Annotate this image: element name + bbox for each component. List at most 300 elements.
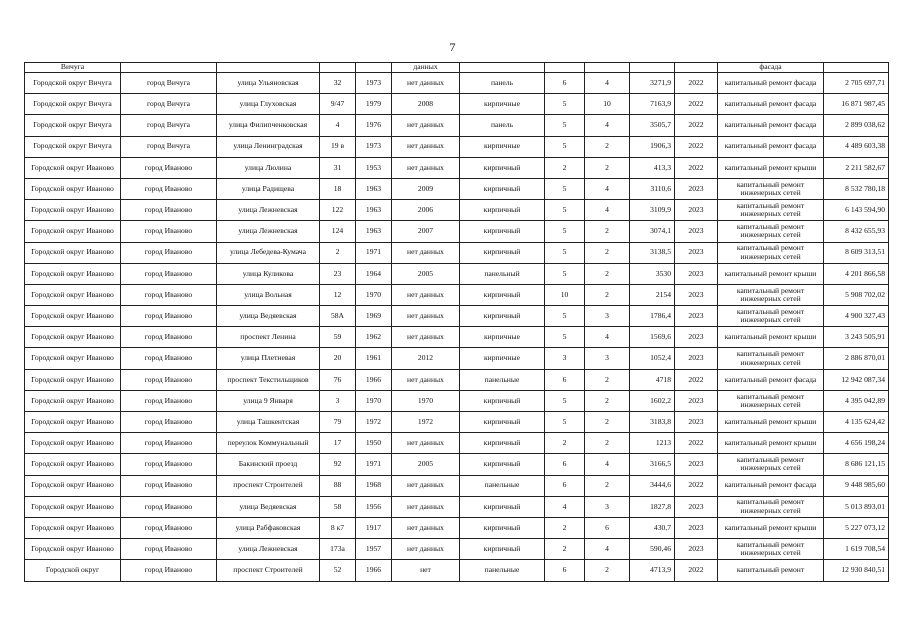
- cell-wall-material: кирпичный: [460, 284, 545, 305]
- cell-street: улица Ведяевская: [217, 496, 320, 517]
- cell-street: улица 9 Января: [217, 390, 320, 411]
- page-number: 7: [449, 40, 456, 54]
- cell-district: Городской округ Иваново: [25, 327, 121, 348]
- cell-entrances: 4: [585, 200, 630, 221]
- cell-house-number: 3: [320, 390, 356, 411]
- cell-area: 3138,5: [630, 242, 675, 263]
- table-row: [25, 348, 889, 369]
- table-row: [25, 369, 889, 390]
- cell-year-built: 1963: [356, 221, 392, 242]
- cell-locality: город Иваново: [121, 242, 217, 263]
- cell-district: Городской округ Вичуга: [25, 136, 121, 157]
- cell-plan-year: 2023: [675, 348, 718, 369]
- cell-locality: город Иваново: [121, 221, 217, 242]
- cell-street: улица Ульяновская: [217, 73, 320, 94]
- cell-area: 430,7: [630, 517, 675, 538]
- cell-floors: 5: [545, 178, 585, 199]
- cell-work-type: капитальный ремонт инженерных сетей: [718, 200, 824, 221]
- cell-floors: 5: [545, 242, 585, 263]
- cell-floors: 6: [545, 560, 585, 581]
- cell-wall-material: кирпичный: [460, 178, 545, 199]
- cell-floors: 5: [545, 200, 585, 221]
- cell-area: 413,3: [630, 157, 675, 178]
- table-row: [25, 242, 889, 263]
- cell-work-type: капитальный ремонт инженерных сетей: [718, 348, 824, 369]
- cell-wall-material: кирпичный: [460, 221, 545, 242]
- cell-locality: город Иваново: [121, 348, 217, 369]
- cell-work-type: капитальный ремонт инженерных сетей: [718, 496, 824, 517]
- cell-entrances: 3: [585, 306, 630, 327]
- cell-house-number: 2: [320, 242, 356, 263]
- cell-entrances: 2: [585, 242, 630, 263]
- cell-floors: 3: [545, 348, 585, 369]
- cell-wall-material: кирпичные: [460, 327, 545, 348]
- cell-work-type: капитальный ремонт фасада: [718, 73, 824, 94]
- cell-house-number: 32: [320, 73, 356, 94]
- cell-year-repair: 1970: [392, 390, 460, 411]
- cell-district: Городской округ Иваново: [25, 200, 121, 221]
- cell-entrances: 10: [585, 94, 630, 115]
- table-row: [25, 221, 889, 242]
- cell-house-number: 58А: [320, 306, 356, 327]
- cell-street: проспект Текстильщиков: [217, 369, 320, 390]
- cell-entrances: 4: [585, 73, 630, 94]
- cell-plan-year: 2023: [675, 284, 718, 305]
- cell-house-number: 9/47: [320, 94, 356, 115]
- cell-floors: 2: [545, 517, 585, 538]
- cell-year-repair: нет: [392, 560, 460, 581]
- cell-district: Городской округ Иваново: [25, 517, 121, 538]
- cell-plan-year: 2022: [675, 475, 718, 496]
- cell-cost: 9 448 985,60: [824, 475, 889, 496]
- cell-entrances: 2: [585, 433, 630, 454]
- cell-entrances: 2: [585, 136, 630, 157]
- cell-street: проспект Строителей: [217, 560, 320, 581]
- cell-house-number: 23: [320, 263, 356, 284]
- cell-work-type: капитальный ремонт фасада: [718, 475, 824, 496]
- cell-cost: 16 871 987,45: [824, 94, 889, 115]
- cell-year-built: 1956: [356, 496, 392, 517]
- cell-street: улица Лежневская: [217, 221, 320, 242]
- cell-year-repair: данных: [392, 63, 460, 73]
- cell-cost: 12 930 840,51: [824, 560, 889, 581]
- table-row: [25, 200, 889, 221]
- cell-work-type: капитальный ремонт инженерных сетей: [718, 284, 824, 305]
- cell-area: 3271,9: [630, 73, 675, 94]
- cell-street: улица Люлина: [217, 157, 320, 178]
- cell-floors: 6: [545, 369, 585, 390]
- cell-entrances: 2: [585, 263, 630, 284]
- cell-year-built: 1973: [356, 73, 392, 94]
- cell-plan-year: 2023: [675, 178, 718, 199]
- cell-floors: 2: [545, 157, 585, 178]
- cell-entrances: 2: [585, 475, 630, 496]
- cell-wall-material: кирпичный: [460, 157, 545, 178]
- cell-entrances: 3: [585, 348, 630, 369]
- cell-area: 3530: [630, 263, 675, 284]
- cell-wall-material: кирпичный: [460, 306, 545, 327]
- cell-wall-material: панельные: [460, 369, 545, 390]
- cell-locality: город Иваново: [121, 284, 217, 305]
- cell-wall-material: кирпичный: [460, 433, 545, 454]
- cell-area: 3505,7: [630, 115, 675, 136]
- cell-plan-year: 2022: [675, 560, 718, 581]
- cell-house-number: 173а: [320, 539, 356, 560]
- cell-district: Городской округ Иваново: [25, 390, 121, 411]
- cell-house-number: 12: [320, 284, 356, 305]
- cell-work-type: капитальный ремонт инженерных сетей: [718, 454, 824, 475]
- cell-street: улица Плетневая: [217, 348, 320, 369]
- table-row: [25, 496, 889, 517]
- cell-area: 1213: [630, 433, 675, 454]
- table-row: [25, 306, 889, 327]
- cell-cost: 12 942 087,34: [824, 369, 889, 390]
- cell-work-type: капитальный ремонт: [718, 560, 824, 581]
- cell-plan-year: 2023: [675, 496, 718, 517]
- table-row: [25, 136, 889, 157]
- cell-street: улица Лежневская: [217, 200, 320, 221]
- cell-year-built: 1969: [356, 306, 392, 327]
- cell-year-built: 1953: [356, 157, 392, 178]
- cell-house-number: 4: [320, 115, 356, 136]
- cell-floors: 5: [545, 390, 585, 411]
- cell-district: Вичуга: [25, 63, 121, 73]
- cell-year-repair: нет данных: [392, 136, 460, 157]
- table-row: [25, 517, 889, 538]
- cell-district: Городской округ Вичуга: [25, 73, 121, 94]
- cell-year-built: 1950: [356, 433, 392, 454]
- cell-work-type: капитальный ремонт фасада: [718, 136, 824, 157]
- cell-cost: 3 243 505,91: [824, 327, 889, 348]
- cell-area: 4713,9: [630, 560, 675, 581]
- cell-street: улица Глуховская: [217, 94, 320, 115]
- cell-year-built: 1917: [356, 517, 392, 538]
- cell-plan-year: 2022: [675, 136, 718, 157]
- cell-district: Городской округ Иваново: [25, 221, 121, 242]
- cell-district: Городской округ Иваново: [25, 263, 121, 284]
- cell-house-number: 79: [320, 412, 356, 433]
- cell-area: 7163,9: [630, 94, 675, 115]
- cell-house-number: 18: [320, 178, 356, 199]
- cell-locality: город Иваново: [121, 433, 217, 454]
- cell-locality: город Иваново: [121, 327, 217, 348]
- cell-plan-year: 2023: [675, 221, 718, 242]
- cell-street: улица Филипченковская: [217, 115, 320, 136]
- cell-locality: город Иваново: [121, 560, 217, 581]
- cell-year-repair: 2006: [392, 200, 460, 221]
- cell-work-type: капитальный ремонт инженерных сетей: [718, 178, 824, 199]
- cell-work-type: капитальный ремонт фасада: [718, 369, 824, 390]
- cell-district: Городской округ Иваново: [25, 242, 121, 263]
- cell-cost: 5 908 702,02: [824, 284, 889, 305]
- table-row: [25, 263, 889, 284]
- cell-floors: 5: [545, 327, 585, 348]
- cell-year-repair: 2005: [392, 263, 460, 284]
- cell-year-repair: нет данных: [392, 433, 460, 454]
- cell-cost: 4 201 866,58: [824, 263, 889, 284]
- cell-house-number: 8 к7: [320, 517, 356, 538]
- cell-plan-year: 2022: [675, 94, 718, 115]
- cell-year-built: 1971: [356, 454, 392, 475]
- cell-cost: 5 013 893,01: [824, 496, 889, 517]
- cell-floors: 5: [545, 136, 585, 157]
- cell-plan-year: 2022: [675, 115, 718, 136]
- cell-year-built: 1962: [356, 327, 392, 348]
- cell-cost: 8 609 313,51: [824, 242, 889, 263]
- cell-year-repair: нет данных: [392, 115, 460, 136]
- cell-house-number: 17: [320, 433, 356, 454]
- cell-year-built: 1970: [356, 390, 392, 411]
- cell-year-built: 1957: [356, 539, 392, 560]
- cell-house-number: 58: [320, 496, 356, 517]
- cell-district: Городской округ Иваново: [25, 306, 121, 327]
- cell-locality: город Иваново: [121, 454, 217, 475]
- cell-locality: город Иваново: [121, 178, 217, 199]
- cell-entrances: 2: [585, 221, 630, 242]
- cell-plan-year: 2023: [675, 242, 718, 263]
- cell-work-type: капитальный ремонт инженерных сетей: [718, 221, 824, 242]
- cell-cost: 5 227 073,12: [824, 517, 889, 538]
- cell-plan-year: 2022: [675, 369, 718, 390]
- cell-area: 3074,1: [630, 221, 675, 242]
- table-row-continued: [25, 63, 889, 73]
- cell-year-repair: 2007: [392, 221, 460, 242]
- cell-house-number: 122: [320, 200, 356, 221]
- cell-year-built: 1963: [356, 178, 392, 199]
- cell-locality: город Иваново: [121, 475, 217, 496]
- cell-house-number: 31: [320, 157, 356, 178]
- cell-work-type: капитальный ремонт инженерных сетей: [718, 306, 824, 327]
- cell-locality: город Вичуга: [121, 136, 217, 157]
- cell-year-built: 1971: [356, 242, 392, 263]
- cell-plan-year: 2022: [675, 73, 718, 94]
- cell-area: 3166,5: [630, 454, 675, 475]
- cell-wall-material: кирпичный: [460, 539, 545, 560]
- cell-district: Городской округ Иваново: [25, 496, 121, 517]
- cell-work-type: капитальный ремонт инженерных сетей: [718, 539, 824, 560]
- cell-year-repair: 1972: [392, 412, 460, 433]
- cell-plan-year: 2022: [675, 157, 718, 178]
- cell-floors: 5: [545, 306, 585, 327]
- cell-area: 2154: [630, 284, 675, 305]
- cell-house-number: 124: [320, 221, 356, 242]
- cell-floors: 5: [545, 412, 585, 433]
- table-row: [25, 327, 889, 348]
- cell-street: проспект Ленина: [217, 327, 320, 348]
- cell-street: улица Ведяевская: [217, 306, 320, 327]
- cell-plan-year: 2023: [675, 517, 718, 538]
- cell-entrances: 2: [585, 560, 630, 581]
- table-row: [25, 115, 889, 136]
- cell-district: Городской округ Иваново: [25, 284, 121, 305]
- cell-cost: 4 900 327,43: [824, 306, 889, 327]
- cell-street: улица Куликова: [217, 263, 320, 284]
- cell-district: Городской округ Иваново: [25, 539, 121, 560]
- cell-floors: 6: [545, 475, 585, 496]
- cell-district: Городской округ Иваново: [25, 348, 121, 369]
- cell-wall-material: панельный: [460, 263, 545, 284]
- cell-year-built: 1961: [356, 348, 392, 369]
- cell-plan-year: 2023: [675, 200, 718, 221]
- housing-repair-table: [24, 62, 889, 582]
- cell-work-type: капитальный ремонт крыши: [718, 157, 824, 178]
- cell-house-number: 52: [320, 560, 356, 581]
- cell-floors: 5: [545, 221, 585, 242]
- cell-cost: 2 899 038,62: [824, 115, 889, 136]
- cell-year-repair: 2005: [392, 454, 460, 475]
- cell-locality: город Иваново: [121, 263, 217, 284]
- cell-district: Городской округ Вичуга: [25, 115, 121, 136]
- cell-cost: 8 432 655,93: [824, 221, 889, 242]
- cell-district: Городской округ: [25, 560, 121, 581]
- cell-locality: город Иваново: [121, 496, 217, 517]
- table-row: [25, 94, 889, 115]
- cell-cost: 1 619 708,54: [824, 539, 889, 560]
- cell-year-repair: нет данных: [392, 327, 460, 348]
- cell-wall-material: панель: [460, 73, 545, 94]
- cell-locality: город Иваново: [121, 390, 217, 411]
- cell-street: улица Ленинградская: [217, 136, 320, 157]
- cell-street: улица Лежневская: [217, 539, 320, 560]
- cell-street: улица Ташкентская: [217, 412, 320, 433]
- cell-area: 3183,8: [630, 412, 675, 433]
- cell-locality: город Иваново: [121, 517, 217, 538]
- cell-year-repair: нет данных: [392, 242, 460, 263]
- cell-entrances: 4: [585, 539, 630, 560]
- cell-plan-year: 2023: [675, 390, 718, 411]
- table-row: [25, 539, 889, 560]
- table-row: [25, 454, 889, 475]
- cell-locality: город Вичуга: [121, 94, 217, 115]
- cell-area: 3110,6: [630, 178, 675, 199]
- cell-floors: 5: [545, 94, 585, 115]
- cell-year-repair: нет данных: [392, 517, 460, 538]
- cell-entrances: 6: [585, 517, 630, 538]
- cell-work-type: капитальный ремонт крыши: [718, 517, 824, 538]
- cell-plan-year: 2023: [675, 263, 718, 284]
- cell-floors: 5: [545, 115, 585, 136]
- table-row: [25, 390, 889, 411]
- cell-wall-material: кирпичный: [460, 454, 545, 475]
- cell-year-repair: 2012: [392, 348, 460, 369]
- cell-district: Городской округ Иваново: [25, 412, 121, 433]
- cell-wall-material: кирпичный: [460, 496, 545, 517]
- cell-year-repair: нет данных: [392, 306, 460, 327]
- cell-district: Городской округ Вичуга: [25, 94, 121, 115]
- cell-plan-year: 2022: [675, 433, 718, 454]
- cell-street: улица Вольная: [217, 284, 320, 305]
- table-row: [25, 178, 889, 199]
- cell-entrances: 4: [585, 327, 630, 348]
- cell-house-number: 76: [320, 369, 356, 390]
- cell-district: Городской округ Иваново: [25, 157, 121, 178]
- cell-floors: 6: [545, 73, 585, 94]
- cell-year-repair: нет данных: [392, 369, 460, 390]
- cell-entrances: 4: [585, 178, 630, 199]
- cell-locality: город Иваново: [121, 369, 217, 390]
- cell-work-type: капитальный ремонт крыши: [718, 412, 824, 433]
- cell-work-type: капитальный ремонт крыши: [718, 263, 824, 284]
- cell-floors: 6: [545, 454, 585, 475]
- cell-locality: город Иваново: [121, 306, 217, 327]
- cell-wall-material: панельные: [460, 475, 545, 496]
- cell-floors: 10: [545, 284, 585, 305]
- cell-area: 3109,9: [630, 200, 675, 221]
- cell-year-built: 1979: [356, 94, 392, 115]
- cell-wall-material: кирпичные: [460, 94, 545, 115]
- cell-cost: 2 211 582,67: [824, 157, 889, 178]
- cell-work-type: фасада: [718, 63, 824, 73]
- cell-year-repair: нет данных: [392, 73, 460, 94]
- cell-plan-year: 2023: [675, 412, 718, 433]
- cell-street: Бакинский проезд: [217, 454, 320, 475]
- cell-district: Городской округ Иваново: [25, 369, 121, 390]
- cell-cost: 8 532 780,18: [824, 178, 889, 199]
- cell-area: 1602,2: [630, 390, 675, 411]
- cell-year-built: 1963: [356, 200, 392, 221]
- cell-area: 590,46: [630, 539, 675, 560]
- cell-year-built: 1966: [356, 369, 392, 390]
- cell-cost: 2 886 870,01: [824, 348, 889, 369]
- cell-year-built: 1970: [356, 284, 392, 305]
- cell-locality: город Иваново: [121, 157, 217, 178]
- table-row: [25, 560, 889, 581]
- cell-year-repair: нет данных: [392, 475, 460, 496]
- cell-street: улица Лебедева-Кумача: [217, 242, 320, 263]
- cell-area: 3444,6: [630, 475, 675, 496]
- cell-plan-year: 2023: [675, 327, 718, 348]
- cell-wall-material: кирпичный: [460, 517, 545, 538]
- table-row: [25, 475, 889, 496]
- cell-work-type: капитальный ремонт фасада: [718, 94, 824, 115]
- table-row: [25, 73, 889, 94]
- cell-entrances: 2: [585, 369, 630, 390]
- cell-floors: 5: [545, 263, 585, 284]
- cell-entrances: 2: [585, 284, 630, 305]
- cell-year-repair: 2009: [392, 178, 460, 199]
- cell-street: улица Радищева: [217, 178, 320, 199]
- cell-entrances: 4: [585, 454, 630, 475]
- cell-street: переулок Коммунальный: [217, 433, 320, 454]
- cell-cost: 4 395 042,89: [824, 390, 889, 411]
- cell-entrances: 4: [585, 115, 630, 136]
- cell-year-repair: нет данных: [392, 496, 460, 517]
- cell-cost: 4 135 624,42: [824, 412, 889, 433]
- cell-house-number: 59: [320, 327, 356, 348]
- cell-year-repair: нет данных: [392, 539, 460, 560]
- cell-wall-material: кирпичные: [460, 136, 545, 157]
- cell-cost: 8 686 121,15: [824, 454, 889, 475]
- cell-entrances: 2: [585, 390, 630, 411]
- cell-wall-material: кирпичные: [460, 348, 545, 369]
- cell-locality: город Вичуга: [121, 73, 217, 94]
- cell-house-number: 20: [320, 348, 356, 369]
- cell-year-built: 1964: [356, 263, 392, 284]
- cell-house-number: 92: [320, 454, 356, 475]
- cell-floors: 2: [545, 433, 585, 454]
- cell-locality: город Иваново: [121, 200, 217, 221]
- cell-work-type: капитальный ремонт крыши: [718, 327, 824, 348]
- cell-area: 1827,8: [630, 496, 675, 517]
- cell-wall-material: панельные: [460, 560, 545, 581]
- cell-locality: город Иваново: [121, 412, 217, 433]
- cell-plan-year: 2023: [675, 539, 718, 560]
- cell-entrances: 3: [585, 496, 630, 517]
- cell-house-number: 88: [320, 475, 356, 496]
- table-row: [25, 157, 889, 178]
- cell-house-number: 19 в: [320, 136, 356, 157]
- cell-area: 1906,3: [630, 136, 675, 157]
